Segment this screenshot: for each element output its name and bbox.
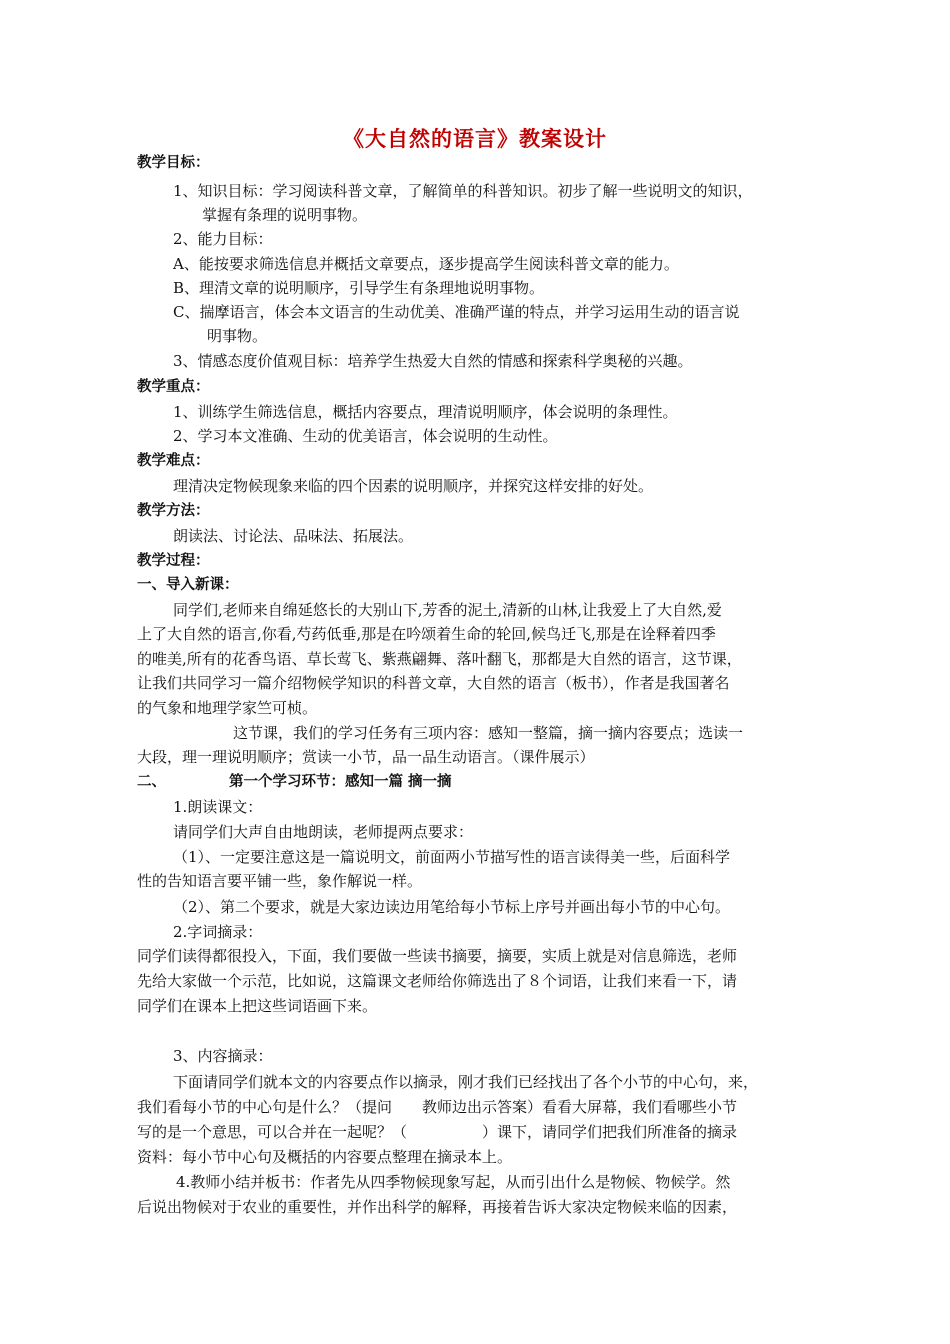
key-points-heading: 教学重点：: [137, 379, 210, 395]
words-line-2: 先给大家做一个示范，比如说，这篇课文老师给你筛选出了８个词语，让我们来看一下，请: [137, 972, 738, 990]
intro-line-2: 上了大自然的语言,你看,芍药低垂,那是在吟颂着生命的轮回,候鸟迁飞,那是在诠释着四季: [137, 625, 716, 643]
objective-ability-c-line1: C、揣摩语言，体会本文语言的生动优美、准确严谨的特点，并学习运用生动的语言说: [173, 303, 740, 321]
intro-line-3: 的唯美,所有的花香鸟语、草长莺飞、紫燕翩舞、落叶翻飞，那都是大自然的语言，这节课，: [137, 650, 742, 668]
process-heading: 教学过程：: [137, 553, 210, 569]
methods-text: 朗读法、讨论法、品味法、拓展法。: [173, 527, 414, 545]
content-line-4: 资料：每小节中心句及概括的内容要点整理在摘录本上。: [137, 1148, 513, 1166]
section-2-heading: 第一个学习环节：感知一篇 摘一摘: [229, 774, 452, 790]
words-subheading: 2.字词摘录：: [173, 923, 263, 941]
reading-line-1: 请同学们大声自由地朗读，老师提两点要求：: [173, 823, 474, 841]
intro-line-6: 这节课，我们的学习任务有三项内容：感知一整篇，摘一摘内容要点；选读一: [233, 724, 744, 742]
objective-ability-a: A、能按要求筛选信息并概括文章要点，逐步提高学生阅读科普文章的能力。: [173, 255, 679, 273]
content-line-3: 写的是一个意思，可以合并在一起呢？（ ）课下，请同学们把我们所准备的摘录: [137, 1123, 738, 1141]
difficulty-heading: 教学难点：: [137, 453, 210, 469]
objective-knowledge-line1: 1、知识目标：学习阅读科普文章，了解简单的科普知识。初步了解一些说明文的知识，: [173, 182, 753, 200]
document-title: 《大自然的语言》教案设计: [343, 127, 607, 151]
section-1-heading: 一、导入新课：: [137, 577, 239, 593]
objective-ability: 2、能力目标：: [173, 230, 273, 248]
reading-line-4: （2）、第二个要求，就是大家边读边用笔给每小节标上序号并画出每小节的中心句。: [173, 898, 731, 916]
difficulty-text: 理清决定物候现象来临的四个因素的说明顺序，并探究这样安排的好处。: [173, 477, 654, 495]
objective-emotion: 3、情感态度价值观目标：培养学生热爱大自然的情感和探索科学奥秘的兴趣。: [173, 352, 693, 370]
words-line-1: 同学们读得都很投入，下面，我们要做一些读书摘要，摘要，实质上就是对信息筛选，老师: [137, 947, 738, 965]
key-point-2: 2、学习本文准确、生动的优美语言，体会说明的生动性。: [173, 427, 558, 445]
content-line-1: 下面请同学们就本文的内容要点作以摘录，刚才我们已经找出了各个小节的中心句，来，: [173, 1073, 759, 1091]
methods-heading: 教学方法：: [137, 503, 210, 519]
reading-line-3: 性的告知语言要平铺一些，象作解说一样。: [137, 872, 423, 890]
intro-line-1: 同学们,老师来自绵延悠长的大别山下,芳香的泥土,清新的山林,让我爱上了大自然,爱: [173, 601, 722, 619]
summary-line-1: 4.教师小结并板书：作者先从四季物候现象写起，从而引出什么是物候、物候学。然: [176, 1173, 731, 1191]
summary-line-2: 后说出物候对于农业的重要性，并作出科学的解释，再接着告诉大家决定物候来临的因素，: [137, 1198, 738, 1216]
objective-knowledge-line2: 掌握有条理的说明事物。: [202, 206, 368, 224]
objective-ability-c-line2: 明事物。: [207, 327, 268, 345]
section-2-number: 二、: [137, 774, 166, 790]
content-subheading: 3、内容摘录：: [173, 1047, 273, 1065]
intro-line-4: 让我们共同学习一篇介绍物候学知识的科普文章，大自然的语言（板书），作者是我国著名: [137, 674, 730, 692]
intro-line-5: 的气象和地理学家竺可桢。: [137, 699, 318, 717]
objectives-heading: 教学目标：: [137, 155, 210, 171]
reading-subheading: 1.朗读课文：: [173, 798, 263, 816]
key-point-1: 1、训练学生筛选信息，概括内容要点，理清说明顺序，体会说明的条理性。: [173, 403, 678, 421]
objective-ability-b: B、理清文章的说明顺序，引导学生有条理地说明事物。: [173, 279, 545, 297]
reading-line-2: （1）、一定要注意这是一篇说明文，前面两小节描写性的语言读得美一些，后面科学: [173, 848, 731, 866]
intro-line-7: 大段，理一理说明顺序；赏读一小节，品一品生动语言。（课件展示）: [137, 748, 595, 766]
words-line-3: 同学们在课本上把这些词语画下来。: [137, 997, 378, 1015]
content-line-2: 我们看每小节的中心句是什么？（提问 教师边出示答案）看看大屏幕，我们看哪些小节: [137, 1098, 738, 1116]
